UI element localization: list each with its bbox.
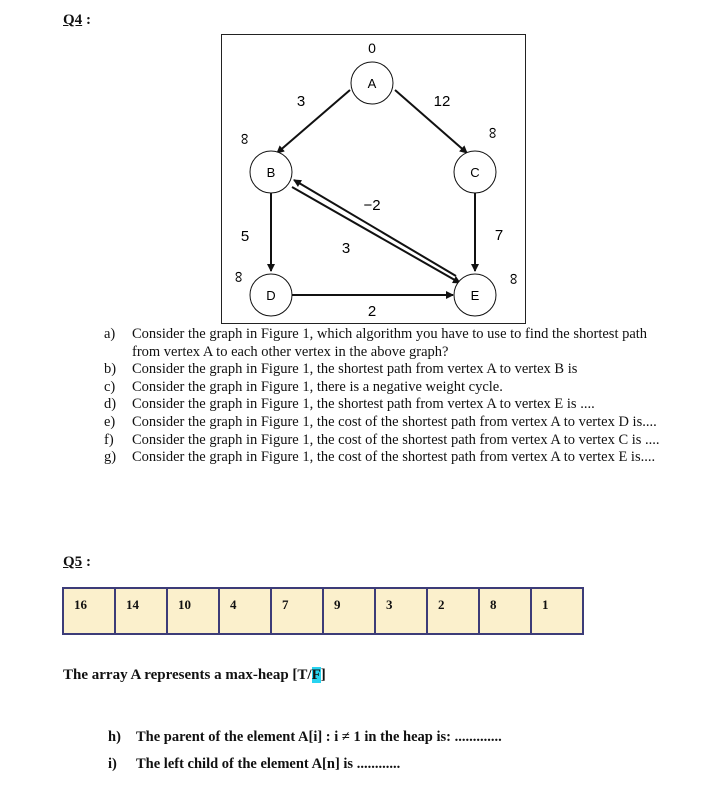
heap-cell: 2 — [427, 588, 479, 634]
q4-heading: Q4 — [63, 12, 83, 28]
node-c-label: C — [470, 165, 480, 180]
heap-cell: 3 — [375, 588, 427, 634]
statement-prefix: The array A represents a max-heap [T/ — [63, 667, 312, 683]
question-b-text: Consider the graph in Figure 1, the shortest path from vertex A to vertex B is — [132, 361, 578, 378]
node-d — [250, 274, 292, 316]
node-a-label: A — [367, 76, 377, 91]
weight-e-b: −2 — [363, 197, 381, 214]
question-c-letter: c) — [104, 378, 116, 395]
heap-cell: 8 — [479, 588, 531, 634]
heap-cell: 1 — [531, 588, 583, 634]
statement-answer-highlight: F — [311, 667, 321, 683]
q4-heading-colon: : — [86, 12, 91, 28]
distance-e: ∞ — [505, 273, 522, 285]
question-h-text: The parent of the element A[i] : i ≠ 1 in the heap is: ............. — [136, 729, 502, 745]
distance-b: ∞ — [236, 133, 253, 145]
question-a-text: Consider the graph in Figure 1, which algorithm you have to use to find the shortest path from vertex A to each other vertex in the above graph? — [132, 326, 648, 360]
node-a — [351, 62, 393, 104]
distance-a: 0 — [368, 40, 376, 56]
max-heap-statement — [63, 667, 326, 684]
heap-cell: 10 — [167, 588, 219, 634]
question-c — [104, 379, 664, 397]
question-d — [104, 396, 664, 414]
question-h-letter: h) — [108, 729, 121, 745]
question-i-letter: i) — [108, 756, 117, 772]
question-b — [104, 361, 664, 379]
question-a-letter: a) — [104, 326, 116, 342]
question-b-letter: b) — [104, 361, 117, 378]
question-f — [104, 432, 664, 450]
edge-a-c — [395, 90, 467, 153]
question-i-text: The left child of the element A[n] is ............ — [136, 756, 401, 772]
node-d-label: D — [266, 288, 276, 303]
weight-d-e: 2 — [367, 303, 377, 320]
node-e — [454, 274, 496, 316]
distance-d: ∞ — [230, 271, 247, 283]
q5-heading: Q5 — [63, 554, 83, 570]
question-g-text: Consider the graph in Figure 1, the cost of the shortest path from vertex A to vertex E is.... — [132, 449, 656, 466]
question-e-letter: e) — [104, 413, 116, 430]
question-g-letter: g) — [104, 449, 117, 466]
node-e-label: E — [470, 288, 480, 303]
statement-suffix: ] — [320, 667, 326, 683]
question-e — [104, 414, 664, 432]
heap-cell: 4 — [219, 588, 271, 634]
weight-b-d: 5 — [240, 228, 250, 245]
node-b-label: B — [266, 165, 276, 180]
question-f-text: Consider the graph in Figure 1, the cost of the shortest path from vertex A to vertex C is .... — [132, 431, 660, 448]
weight-c-e: 7 — [494, 227, 504, 244]
question-c-text: Consider the graph in Figure 1, there is a negative weight cycle. — [132, 378, 503, 395]
edge-a-b — [277, 90, 350, 153]
node-c — [454, 151, 496, 193]
question-d-text: Consider the graph in Figure 1, the shortest path from vertex A to vertex E is .... — [132, 396, 595, 413]
distance-c: ∞ — [484, 127, 501, 139]
q5-heading-colon: : — [86, 554, 91, 570]
graph-svg — [222, 35, 527, 325]
question-i — [108, 756, 400, 773]
heap-cell: 7 — [271, 588, 323, 634]
question-a — [104, 326, 664, 361]
question-g — [104, 449, 664, 467]
graph-figure — [221, 34, 526, 324]
heap-cell: 9 — [323, 588, 375, 634]
question-f-letter: f) — [104, 431, 114, 448]
heap-array — [62, 587, 584, 635]
weight-b-e: 3 — [341, 240, 351, 257]
node-b — [250, 151, 292, 193]
weight-a-b: 3 — [296, 93, 306, 110]
question-e-text: Consider the graph in Figure 1, the cost of the shortest path from vertex A to vertex D is.... — [132, 413, 657, 430]
heap-cell: 16 — [63, 588, 115, 634]
question-d-letter: d) — [104, 396, 117, 413]
question-h — [108, 729, 502, 746]
edge-e-b — [294, 180, 456, 276]
heap-cell: 14 — [115, 588, 167, 634]
weight-a-c: 12 — [433, 93, 451, 110]
q4-question-list — [104, 326, 664, 467]
